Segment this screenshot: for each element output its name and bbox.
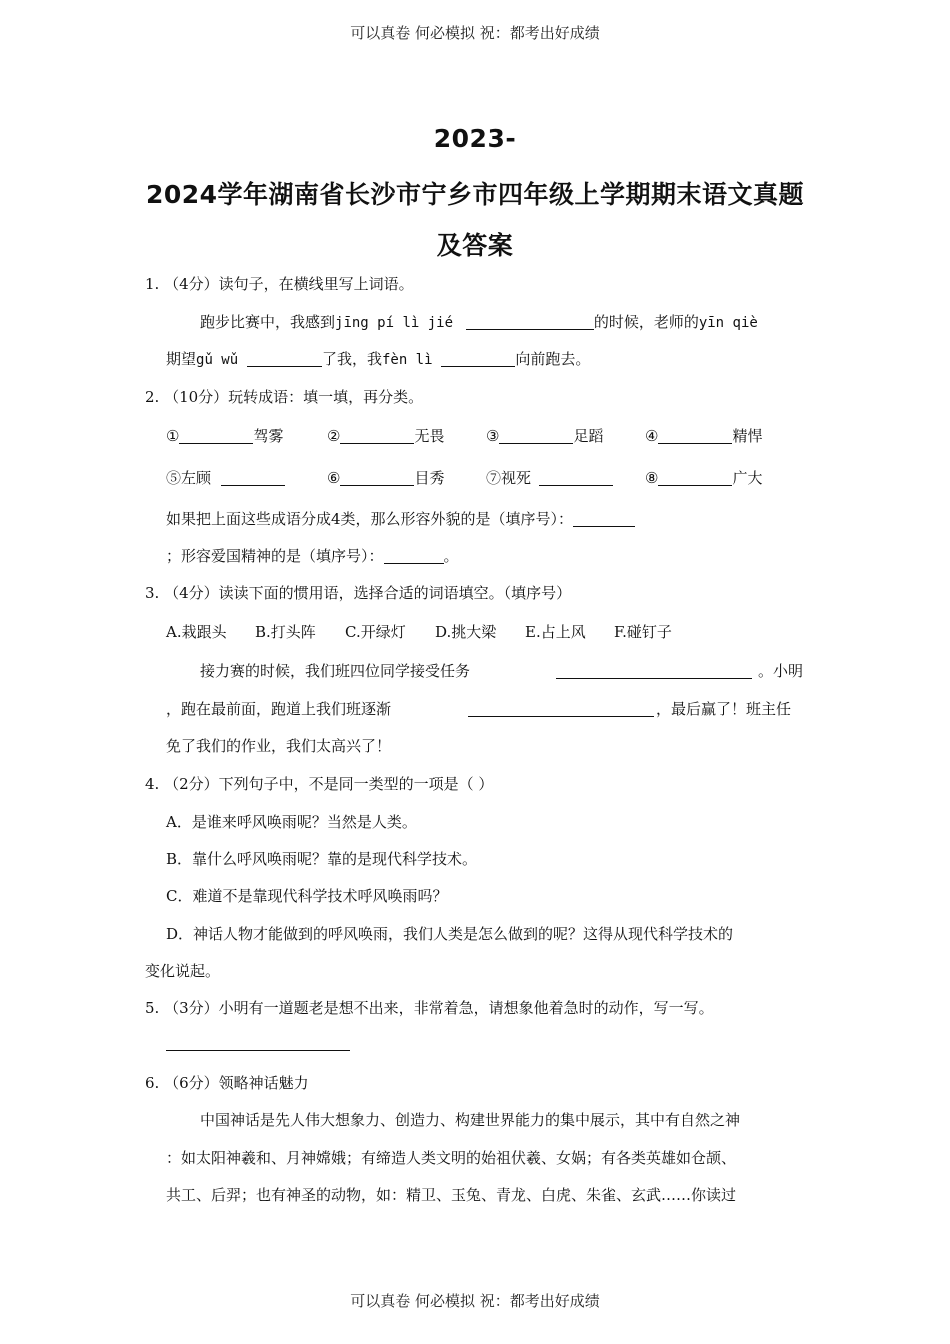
q3-stem: 3. （4分）读读下面的惯用语，选择合适的词语填空。（填序号） <box>145 584 572 602</box>
q6-para-line-1: 中国神话是先人伟大想象力、创造力、构建世界能力的集中展示，其中有自然之神 <box>200 1111 741 1129</box>
q2-blank-7[interactable] <box>539 469 613 486</box>
q3-sentence-3: 免了我们的作业，我们太高兴了！ <box>166 737 392 755</box>
q2-idiom-2: ② 无畏 <box>327 427 445 445</box>
q2-blank-4[interactable] <box>658 427 732 444</box>
q1-sentence-2 <box>166 349 590 370</box>
q2-blank-3[interactable] <box>499 427 573 444</box>
q3-sentence-1b: 。小明 <box>758 662 804 680</box>
q4-stem: 4. （2分）下列句子中，不是同一类型的一项是（ ） <box>145 775 494 793</box>
q1-blank-3[interactable] <box>441 350 515 367</box>
q3-sentence-1a: 接力赛的时候，我们班四位同学接受任务 <box>200 662 471 680</box>
q3-option-a: A.栽跟头 <box>166 623 227 641</box>
q1-text-1: 跑步比赛中，我感到 <box>200 313 336 331</box>
q2-idiom-5: ⑤左顾 <box>166 468 285 488</box>
q2-stem: 2. （10分）玩转成语：填一填，再分类。 <box>145 388 424 406</box>
q4-option-c[interactable]: C．难道不是靠现代科学技术呼风唤雨吗？ <box>166 887 448 905</box>
q1-blank-1[interactable] <box>466 313 594 330</box>
q3-blank-1[interactable] <box>556 678 752 679</box>
q2-idiom-1: ① 驾雾 <box>166 427 284 445</box>
q1-pinyin-2: yīn qiè <box>698 315 758 331</box>
q1-text-3: 期望 <box>166 350 197 368</box>
q2-idiom-4: ④ 精悍 <box>645 427 763 445</box>
q6-para-line-2: ：如太阳神羲和、月神嫦娥；有缔造人类文明的始祖伏羲、女娲；有各类英雄如仓颉、 <box>166 1149 737 1167</box>
q2-idiom-3: ③ 足蹈 <box>486 427 604 445</box>
q1-pinyin-1: jīng pí lì jié <box>335 315 454 331</box>
q1-pinyin-4: fèn lì <box>381 352 433 368</box>
q3-option-b: B.打头阵 <box>255 623 316 641</box>
title-line-3: 及答案 <box>436 231 514 260</box>
q1-blank-2[interactable] <box>247 350 322 367</box>
q3-option-d: D.挑大梁 <box>435 623 497 641</box>
q2-blank-5[interactable] <box>221 469 285 486</box>
q4-option-d[interactable]: D．神话人物才能做到的呼风唤雨，我们人类是怎么做到的呢？这得从现代科学技术的 <box>166 925 734 943</box>
q2-blank-patriotic[interactable] <box>384 547 444 564</box>
title-line-1: 2023- <box>433 124 517 153</box>
q2-idiom-8: ⑧ 广大 <box>645 469 763 487</box>
q3-sentence-2a: ，跑在最前面，跑道上我们班逐渐 <box>166 700 392 718</box>
q1-sentence-1 <box>200 312 758 333</box>
q6-para-line-3: 共工、后羿；也有神圣的动物，如：精卫、玉兔、青龙、白虎、朱雀、玄武……你读过 <box>166 1186 737 1204</box>
q2-blank-appearance[interactable] <box>573 510 635 527</box>
q1-text-5: 向前跑去。 <box>515 350 591 368</box>
q5-answer-line[interactable] <box>166 1050 350 1051</box>
q1-text-4: 了我，我 <box>321 350 382 368</box>
q2-idiom-6: ⑥ 目秀 <box>327 469 445 487</box>
q1-pinyin-3: gǔ wǔ <box>196 352 239 368</box>
q2-idiom-7: ⑦视死 <box>486 468 613 488</box>
q1-stem: 1. （4分）读句子，在横线里写上词语。 <box>145 275 414 293</box>
q6-stem: 6. （6分）领略神话魅力 <box>145 1074 309 1092</box>
q3-option-e: E.占上风 <box>525 623 586 641</box>
page-footer: 可以真卷 何必模拟 祝：都考出好成绩 <box>350 1292 600 1310</box>
q3-option-f: F.碰钉子 <box>614 623 672 641</box>
title-line-2: 2024学年湖南省长沙市宁乡市四年级上学期期末语文真题 <box>145 180 805 209</box>
q2-blank-1[interactable] <box>179 427 253 444</box>
q3-blank-2[interactable] <box>468 716 654 717</box>
q4-option-a[interactable]: A．是谁来呼风唤雨呢？当然是人类。 <box>166 813 417 831</box>
q4-option-d-cont: 变化说起。 <box>145 962 221 980</box>
q2-classify-1: 如果把上面这些成语分成4类，那么形容外貌的是（填序号）： <box>166 509 635 529</box>
q2-classify-2: ；形容爱国精神的是（填序号）： 。 <box>166 547 459 565</box>
q2-blank-6[interactable] <box>340 469 414 486</box>
q3-option-c: C.开绿灯 <box>345 623 406 641</box>
q2-blank-2[interactable] <box>340 427 414 444</box>
q5-stem: 5. （3分）小明有一道题老是想不出来，非常着急，请想象他着急时的动作，写一写。 <box>145 999 714 1017</box>
page-header: 可以真卷 何必模拟 祝：都考出好成绩 <box>350 24 600 42</box>
q4-option-b[interactable]: B．靠什么呼风唤雨呢？靠的是现代科学技术。 <box>166 850 478 868</box>
q3-sentence-2b: ，最后赢了！班主任 <box>656 700 792 718</box>
q1-text-2: 的时候，老师的 <box>593 313 699 331</box>
q2-blank-8[interactable] <box>658 469 732 486</box>
